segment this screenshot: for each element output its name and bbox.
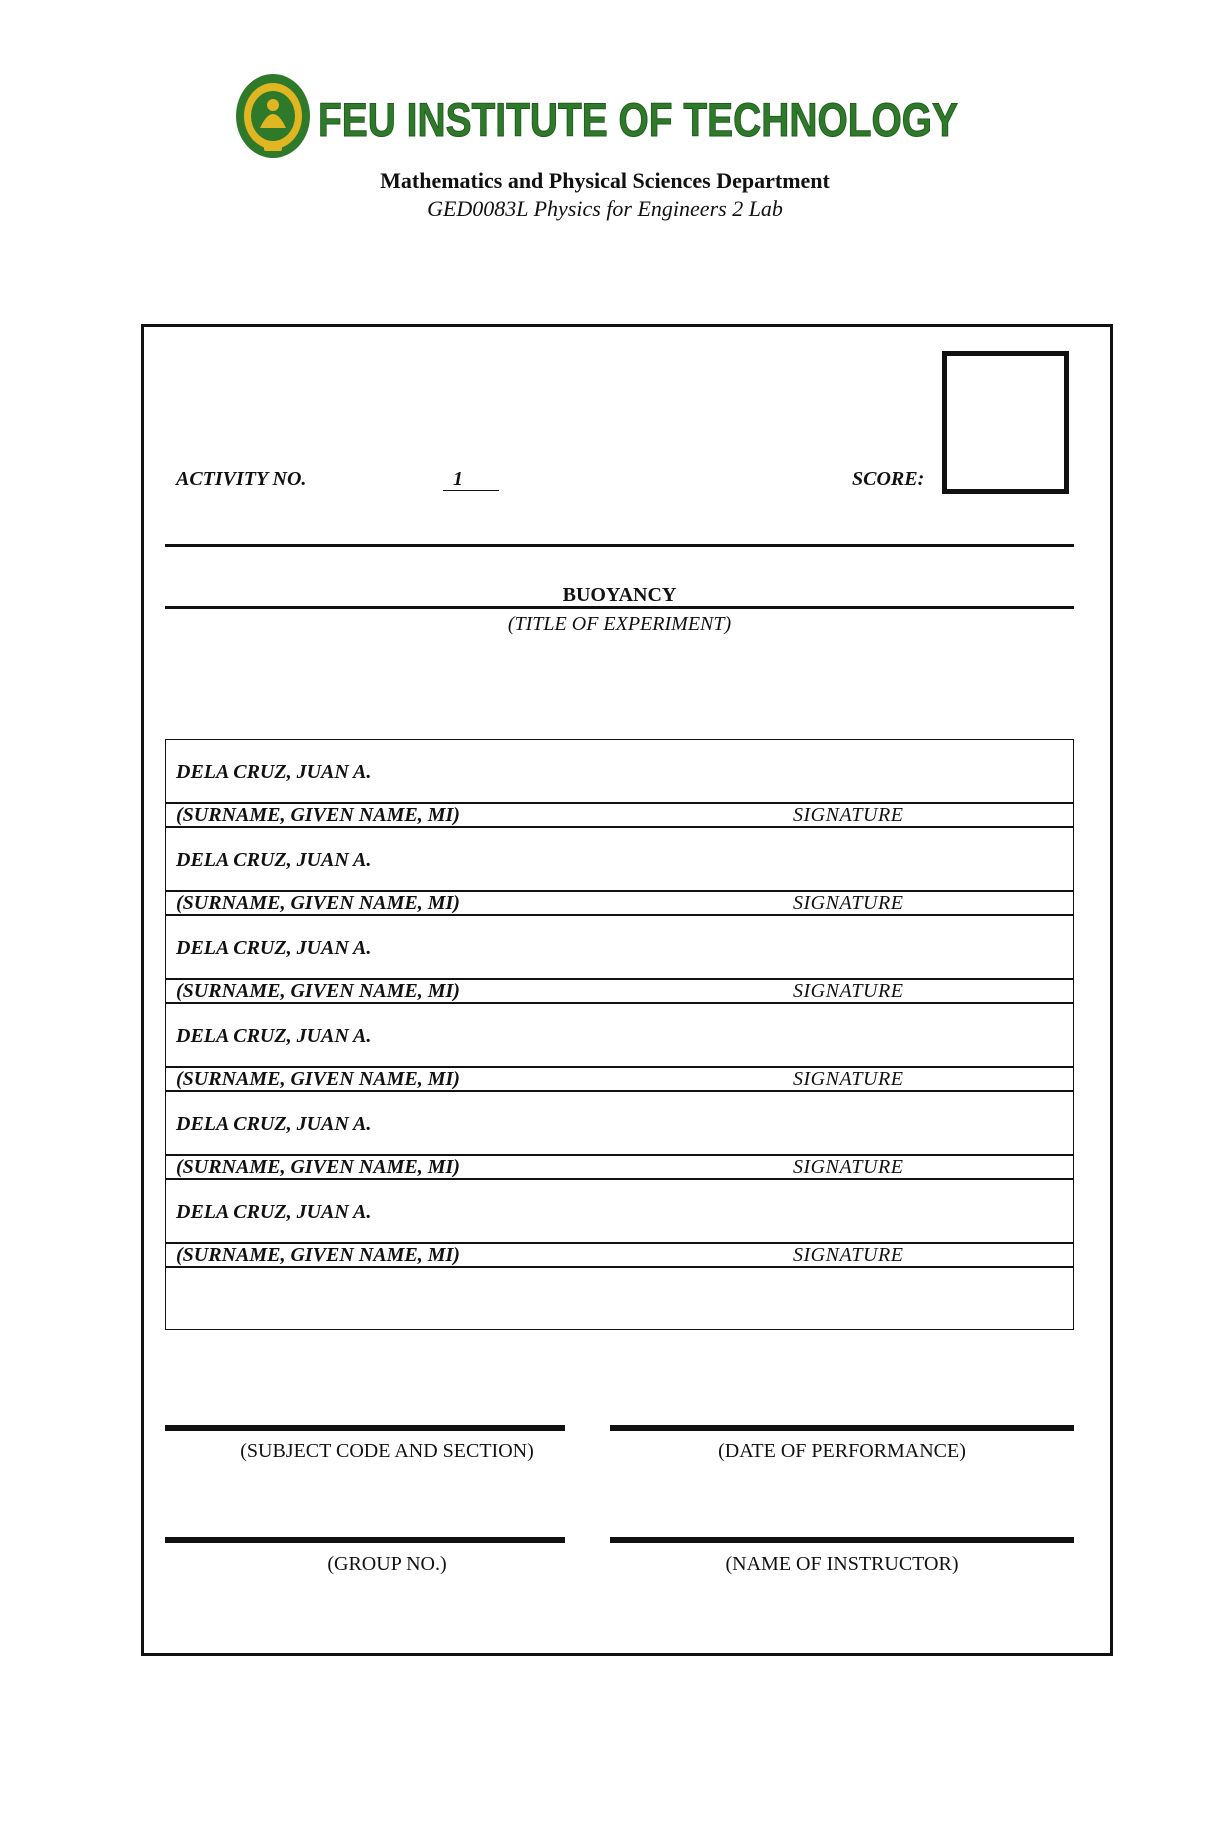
member-name-caption: (SURNAME, GIVEN NAME, MI) [176,1244,460,1266]
date-of-performance-caption: (DATE OF PERFORMANCE) [718,1440,966,1462]
department-name: Mathematics and Physical Sciences Department [380,168,830,193]
date-of-performance-field[interactable] [610,1425,1074,1431]
member-name[interactable]: DELA CRUZ, JUAN A. [176,937,372,959]
feu-seal-icon [234,72,312,162]
institution-wordmark [318,90,968,150]
member-signature-caption: SIGNATURE [793,980,904,1002]
member-caption-row [166,1154,1073,1180]
member-name[interactable]: DELA CRUZ, JUAN A. [176,849,372,871]
member-signature-caption: SIGNATURE [793,1244,904,1266]
group-number-caption: (GROUP NO.) [327,1553,447,1575]
member-name-caption: (SURNAME, GIVEN NAME, MI) [176,892,460,914]
svg-text:FEU INSTITUTE OF TECHNOLOGY: FEU INSTITUTE OF TECHNOLOGY [318,93,958,146]
members-table [165,739,1074,1330]
member-caption-row [166,802,1073,828]
member-signature-caption: SIGNATURE [793,892,904,914]
member-row [166,916,1073,1004]
member-signature-caption: SIGNATURE [793,1068,904,1090]
member-caption-row [166,890,1073,916]
member-name-caption: (SURNAME, GIVEN NAME, MI) [176,1068,460,1090]
activity-label: ACTIVITY NO. [176,468,307,490]
subject-code-field[interactable] [165,1425,565,1431]
member-name-caption: (SURNAME, GIVEN NAME, MI) [176,980,460,1002]
member-row [166,1004,1073,1092]
member-signature-caption: SIGNATURE [793,1156,904,1178]
score-label: SCORE: [852,468,925,490]
member-signature-caption: SIGNATURE [793,804,904,826]
member-name[interactable]: DELA CRUZ, JUAN A. [176,1113,372,1135]
experiment-title-caption: (TITLE OF EXPERIMENT) [507,613,732,635]
instructor-name-field[interactable] [610,1537,1074,1543]
member-row [166,828,1073,916]
score-box[interactable] [942,351,1069,494]
course-title: GED0083L Physics for Engineers 2 Lab [427,196,783,221]
experiment-title-underline [165,606,1074,609]
member-name[interactable]: DELA CRUZ, JUAN A. [176,1025,372,1047]
subject-code-caption: (SUBJECT CODE AND SECTION) [240,1440,534,1462]
member-row [166,1180,1073,1268]
member-name-caption: (SURNAME, GIVEN NAME, MI) [176,1156,460,1178]
experiment-title[interactable]: BUOYANCY [562,584,677,606]
member-name-caption: (SURNAME, GIVEN NAME, MI) [176,804,460,826]
divider [165,544,1074,547]
member-row [166,740,1073,828]
member-row [166,1092,1073,1180]
member-caption-row [166,1242,1073,1268]
member-name[interactable]: DELA CRUZ, JUAN A. [176,1201,372,1223]
activity-number[interactable]: 1 [443,468,499,491]
member-caption-row [166,1066,1073,1092]
member-caption-row [166,978,1073,1004]
member-name[interactable]: DELA CRUZ, JUAN A. [176,761,372,783]
instructor-name-caption: (NAME OF INSTRUCTOR) [725,1553,959,1575]
group-number-field[interactable] [165,1537,565,1543]
